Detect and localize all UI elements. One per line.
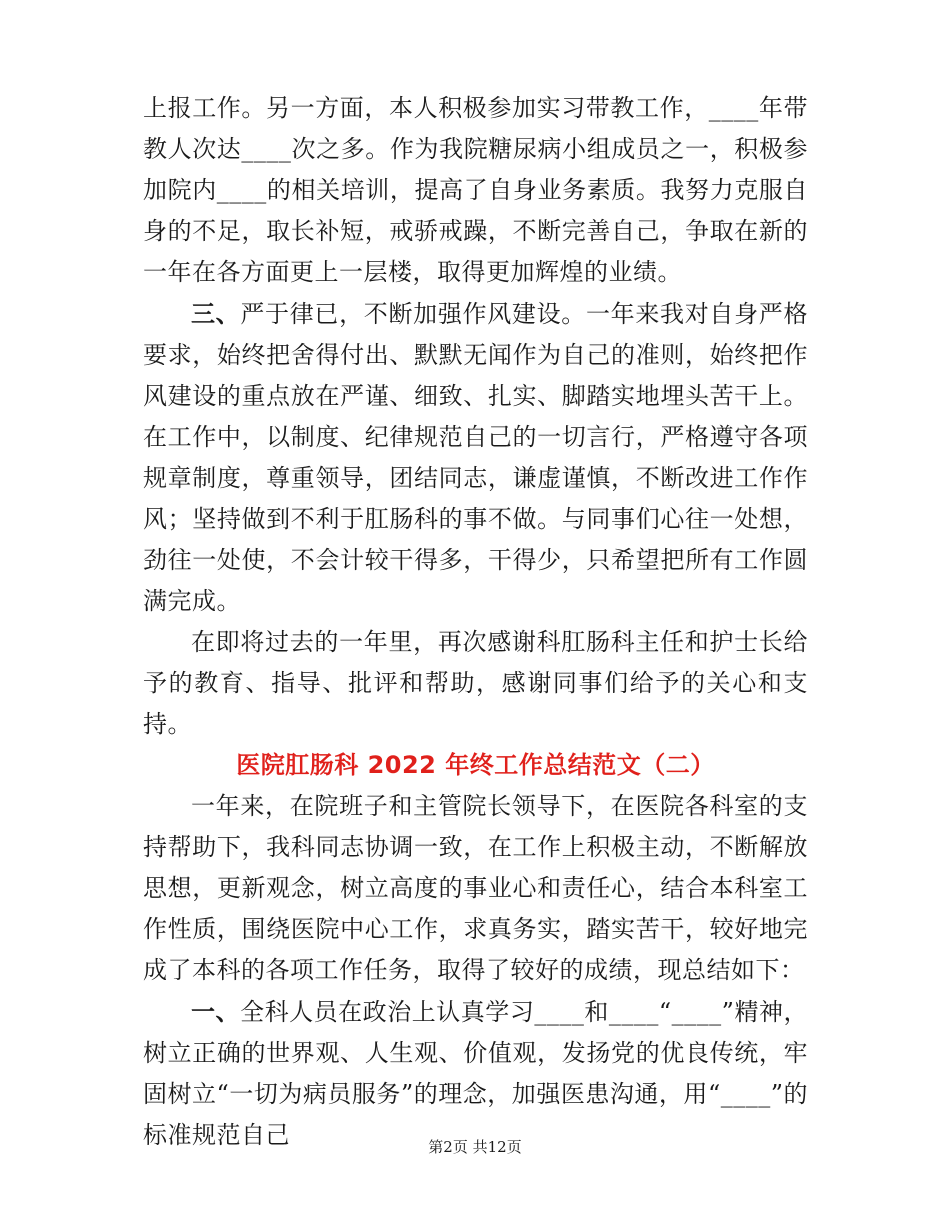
paragraph-text: 在即将过去的一年里，再次感谢科肛肠科主任和护士长给予的教育、指导、批评和帮助，感谢同事们给予的关心和支持。 <box>143 628 808 738</box>
section-number: 一、 <box>191 997 241 1026</box>
section-number: 三、 <box>191 299 241 328</box>
page-number-footer: 第2页 共12页 <box>428 1138 522 1156</box>
paragraph-section-three <box>143 293 808 622</box>
paragraph-text: 全科人员在政治上认真学习____和____“____”精神，树立正确的世界观、人生观、价值观，发扬党的优良传统，牢固树立“一切为病员服务”的理念，加强医患沟通，用“____”的标准规范自己 <box>143 998 809 1149</box>
paragraph-section-one <box>143 991 808 1156</box>
paragraph-intro <box>143 786 808 991</box>
paragraph-text: 上报工作。另一方面，本人积极参加实习带教工作，____年带教人次达____次之多。作为我院糖尿病小组成员之一，积极参加院内____的相关培训，提高了自身业务素质。我努力克服自身的不足，取长补短，戒骄戒躁，不断完善自己，争取在新的一年在各方面更上一层楼，取得更加辉煌的业绩。 <box>143 94 808 286</box>
paragraph-text: 一年来，在院班子和主管院长领导下，在医院各科室的支持帮助下，我科同志协调一致，在工作上积极主动，不断解放思想，更新观念，树立高度的事业心和责任心，结合本科室工作性质，围绕医院中心工作，求真务实，踏实苦干，较好地完成了本科的各项工作任务，取得了较好的成绩，现总结如下： <box>143 792 808 984</box>
paragraph-closing <box>143 622 808 745</box>
paragraph-continuation <box>143 88 808 293</box>
section-title: 医院肛肠科 2022 年终工作总结范文（二） <box>236 751 715 779</box>
document-body <box>143 88 808 1156</box>
paragraph-text: 严于律已，不断加强作风建设。一年来我对自身严格要求，始终把舍得付出、默默无闻作为自己的准则，始终把作风建设的重点放在严谨、细致、扎实、脚踏实地埋头苦干上。在工作中，以制度、纪律规范自己的一切言行，严格遵守各项规章制度，尊重领导，团结同志，谦虚谨慎，不断改进工作作风；坚持做到不利于肛肠科的事不做。与同事们心往一处想，劲往一处使，不会计较干得多，干得少，只希望把所有工作圆满完成。 <box>143 300 808 615</box>
